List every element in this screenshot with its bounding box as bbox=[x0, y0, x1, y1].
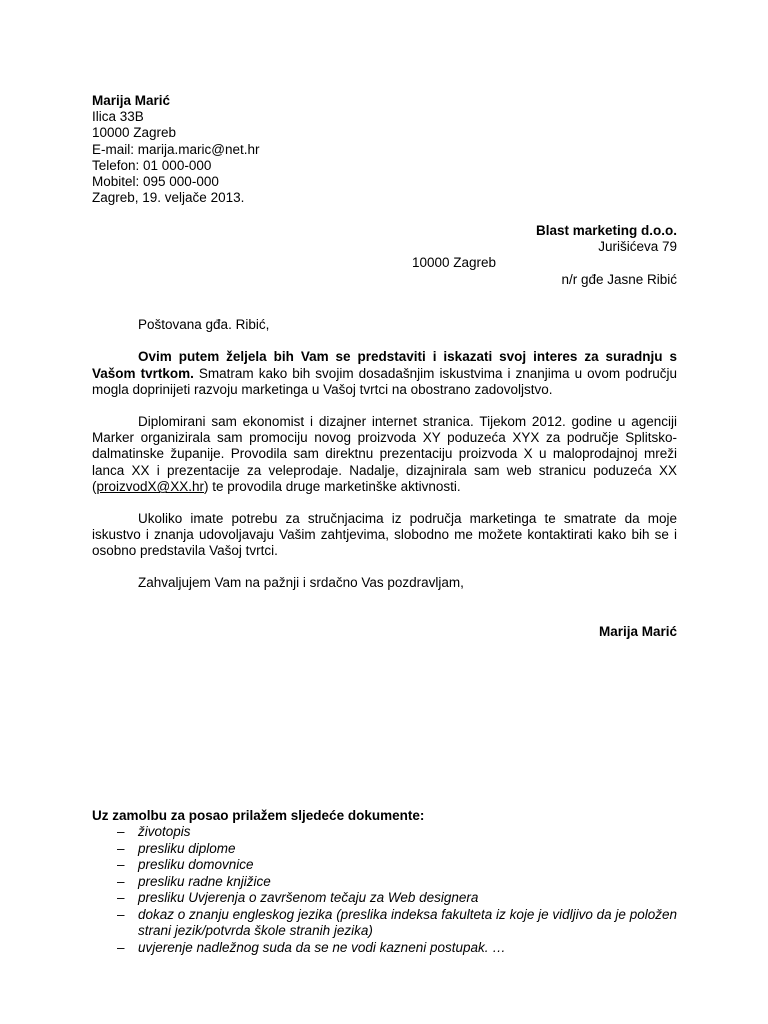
list-item bbox=[92, 907, 677, 940]
recipient-city: 10000 Zagreb bbox=[412, 255, 497, 271]
paragraph-contact: Ukoliko imate potrebu za stručnjacima iz područja marketinga te smatrate da moje iskustvo i znanja udovoljavaju Vašim zahtjevima, slobodno me možete kontaktirati kako bih se i osobno predstavila Vašoj tvrtci. bbox=[92, 510, 677, 559]
signature: Marija Marić bbox=[598, 624, 677, 639]
letter-date: Zagreb, 19. veljače 2013. bbox=[92, 190, 245, 206]
recipient-block bbox=[92, 223, 677, 288]
dash-bullet: – bbox=[117, 939, 125, 955]
list-item-text: dokaz o znanju engleskog jezika (preslika indeksa fakulteta iz koje je vidljivo da je položen strani jezik/potvrda škole stranih jezika) bbox=[138, 906, 677, 938]
letter-body bbox=[92, 317, 677, 591]
list-item-text: životopis bbox=[138, 824, 191, 839]
paragraph-experience bbox=[92, 414, 677, 496]
paragraph-experience-start: Diplomirani sam ekonomist i dizajner internet stranica. Tijekom 2012. godine u agenciji Marker organizirala sam promociju novog proizvoda XY poduzeća XYX za područje Splitsko-dalmatinske županije. Provodila sam direktnu prezentaciju proizvoda X u maloprodajnoj mreži lanca XX i prezentacije za veleprodaje. Nadalje, dizajnirala sam web stranicu poduzeća XX ( bbox=[92, 413, 677, 495]
list-item bbox=[92, 890, 677, 907]
sender-name: Marija Marić bbox=[92, 93, 171, 108]
dash-bullet: – bbox=[117, 906, 125, 922]
sender-block bbox=[92, 93, 677, 206]
recipient-company: Blast marketing d.o.o. bbox=[535, 223, 677, 238]
sender-email: E-mail: marija.maric@net.hr bbox=[92, 141, 260, 157]
list-item-text: uvjerenje nadležnog suda da se ne vodi kazneni postupak. … bbox=[138, 939, 506, 955]
paragraph-intro-rest: Smatram kako bih svojim dosadašnjim iskustvima i znanjima u ovom području mogla doprinijeti razvoju marketinga u Vašoj tvrtci na obostrano zadovoljstvo. bbox=[92, 365, 678, 398]
list-item-text: presliku radne knjižice bbox=[138, 873, 271, 889]
sender-address: Ilica 33B bbox=[92, 109, 144, 125]
attachments-section bbox=[92, 808, 677, 956]
attachments-title: Uz zamolbu za posao prilažem sljedeće dokumente: bbox=[92, 808, 425, 823]
paragraph-intro-bold: Ovim putem željela bih Vam se predstaviti i iskazati svoj interes za suradnju s Vašom tvrtkom. bbox=[92, 349, 677, 381]
list-item bbox=[92, 824, 677, 841]
dash-bullet: – bbox=[117, 840, 125, 856]
list-item-text: presliku domovnice bbox=[138, 857, 254, 872]
paragraph-experience-end: ) te provodila druge marketinške aktivnosti. bbox=[204, 479, 461, 495]
paragraph-intro bbox=[92, 349, 677, 398]
list-item bbox=[92, 940, 677, 957]
dash-bullet: – bbox=[117, 890, 125, 905]
dash-bullet: – bbox=[117, 873, 125, 889]
recipient-street: Jurišićeva 79 bbox=[598, 239, 677, 255]
letter-greeting: Poštovana gđa. Ribić, bbox=[138, 317, 270, 332]
list-item bbox=[92, 857, 677, 874]
sender-city: 10000 Zagreb bbox=[92, 125, 177, 141]
attachments-list bbox=[92, 824, 677, 956]
email-link[interactable]: proizvodX@XX.hr bbox=[96, 479, 204, 495]
list-item-text: presliku Uvjerenja o završenom tečaju za Web designera bbox=[138, 890, 479, 905]
dash-bullet: – bbox=[117, 857, 125, 872]
sender-mobile: Mobitel: 095 000-000 bbox=[92, 174, 219, 190]
list-item bbox=[92, 841, 677, 858]
list-item-text: presliku diplome bbox=[138, 840, 236, 856]
dash-bullet: – bbox=[117, 824, 125, 839]
recipient-attention: n/r gđe Jasne Ribić bbox=[561, 271, 677, 287]
list-item bbox=[92, 874, 677, 891]
letter-closing: Zahvaljujem Vam na pažnji i srdačno Vas pozdravljam, bbox=[138, 574, 464, 590]
sender-phone: Telefon: 01 000-000 bbox=[92, 157, 212, 173]
